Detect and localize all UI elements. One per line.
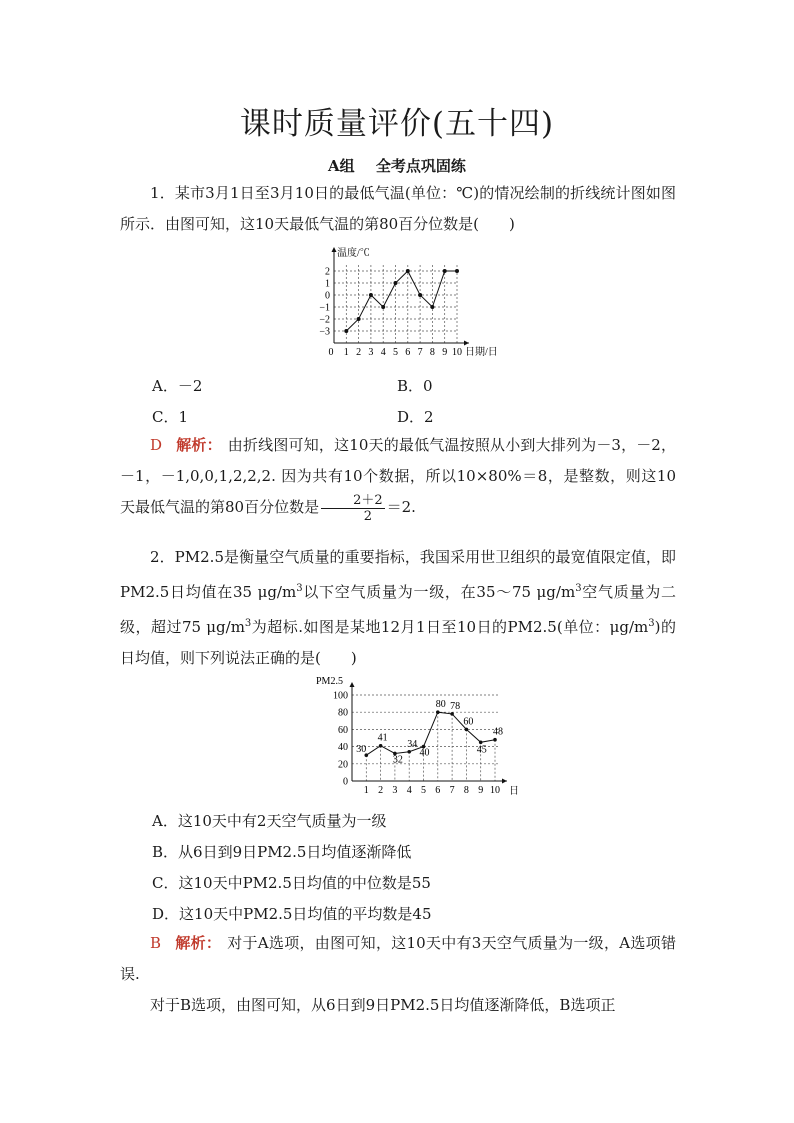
x-axis-label: 日期/日	[465, 347, 498, 358]
y-tick-label: 0	[325, 290, 330, 302]
q2-stem-part: 2．PM2.5是衡量空气质量的重要指标，我国采用世卫组织的最宽值限定值，即PM2.5日均值在35 μg/m	[120, 548, 676, 601]
data-point	[394, 281, 398, 285]
q2-option-b: B．从6日到9日PM2.5日均值逐渐降低	[152, 843, 412, 861]
q2-analysis	[120, 928, 676, 990]
q2-option-a: A．这10天中有2天空气质量为一级	[152, 812, 387, 830]
data-label: 48	[493, 726, 503, 738]
y-tick-label: 2	[325, 266, 330, 278]
superscript: 3	[575, 583, 582, 594]
data-point	[344, 329, 348, 333]
data-point	[369, 293, 373, 297]
y-tick-label: −2	[319, 314, 330, 326]
data-label: 41	[377, 732, 388, 744]
data-point	[418, 293, 422, 297]
pm25-chart	[310, 672, 520, 800]
data-point	[465, 728, 469, 732]
data-label: 78	[450, 700, 461, 712]
question-1-stem: 1．某市3月1日至3月10日的最低气温(单位：℃)的情况绘制的折线统计图如图所示．由图可知，这10天最低气温的第80百分位数是( )	[120, 184, 676, 233]
y-tick-label: −3	[319, 326, 330, 338]
q2-analysis-continued: 对于B选项，由图可知，从6日到9日PM2.5日均值逐渐降低，B选项正	[150, 996, 616, 1014]
x-tick-label: 10	[490, 785, 500, 796]
data-label: 80	[435, 699, 446, 711]
group-label: A组	[328, 157, 355, 175]
data-point	[407, 750, 411, 754]
x-tick-label: 3	[392, 785, 398, 796]
q2-analysis-text: 对于A选项，由图可知，这10天中有3天空气质量为一级，A选项错误.	[120, 934, 676, 983]
data-point	[450, 712, 454, 716]
x-tick-label: 2	[356, 347, 362, 358]
q2-stem-part: 空气质量为二级，超过75 μg/m	[120, 583, 676, 636]
x-tick-label: 8	[429, 347, 435, 358]
temperature-series-line	[346, 271, 457, 331]
x-tick-label: 3	[368, 347, 374, 358]
x-tick-label: 7	[449, 785, 455, 796]
data-point	[379, 744, 383, 748]
q1-analysis-text: 由折线图可知，这10天的最低气温按照从小到大排列为－3，－2，－1，－1,0,0,1,2,2,2. 因为共有10个数据，所以10×80%＝8，是整数，则这10天最低气温的第80百分位数是	[120, 436, 676, 516]
data-point	[493, 738, 497, 742]
data-label: 40	[419, 747, 430, 759]
x-tick-label: 9	[442, 347, 448, 358]
x-tick-label: 9	[478, 785, 484, 796]
q1-option-d: D．2	[397, 408, 434, 426]
y-tick-label: 80	[338, 707, 348, 719]
q1-answer: D	[150, 436, 163, 454]
page-title: 课时质量评价(五十四)	[239, 106, 555, 142]
question-2-stem	[120, 542, 676, 674]
x-tick-label: 5	[393, 347, 398, 358]
y-tick-label: 60	[338, 724, 348, 736]
data-point	[436, 710, 440, 714]
group-heading	[0, 155, 794, 176]
superscript: 3	[648, 618, 655, 629]
group-name: 全考点巩固练	[375, 157, 466, 175]
y-tick-label: 40	[338, 742, 348, 754]
q1-analysis-tail: ＝2.	[386, 498, 416, 516]
x-tick-label: 1	[363, 785, 369, 796]
x-tick-label: 4	[406, 785, 412, 796]
x-axis-label: 日	[509, 786, 519, 797]
q1-analysis	[120, 430, 676, 524]
x-tick-label: 10	[452, 347, 462, 358]
data-point	[455, 269, 459, 273]
data-point	[443, 269, 447, 273]
y-tick-label: 0	[343, 776, 348, 788]
temperature-chart	[310, 243, 510, 365]
x-tick-label: 1	[343, 347, 349, 358]
q1-analysis-label: 解析：	[176, 436, 222, 454]
x-tick-label: 6	[405, 347, 411, 358]
x-tick-label: 8	[463, 785, 469, 796]
q1-option-a: A．－2	[152, 377, 203, 395]
x-tick-label: 5	[421, 785, 426, 796]
data-label: 30	[356, 744, 367, 756]
q2-stem-part: )的日均值，则下列说法正确的是( )	[120, 618, 676, 667]
data-point	[430, 305, 434, 309]
data-label: 32	[392, 754, 403, 766]
q2-stem-part: 为超标.如图是某地12月1日至10日的PM2.5(单位：μg/m	[251, 618, 649, 636]
x-tick-label: 4	[380, 347, 386, 358]
data-label: 34	[407, 738, 418, 750]
q2-stem-part: 以下空气质量为一级，在35～75 μg/m	[302, 583, 576, 601]
q2-analysis-label: 解析：	[175, 934, 222, 952]
y-axis-label: PM2.5	[316, 676, 343, 687]
y-tick-label: 20	[338, 759, 348, 771]
superscript: 3	[296, 583, 303, 594]
fraction-denominator: 2	[363, 508, 372, 524]
y-axis-label: 温度/℃	[337, 248, 370, 259]
x-axis-arrow	[502, 779, 507, 784]
q1-fraction	[321, 493, 385, 524]
y-axis-arrow	[332, 247, 337, 252]
q1-option-c: C．1	[152, 408, 189, 426]
data-point	[381, 305, 385, 309]
x-tick-label: 2	[378, 785, 384, 796]
x-tick-label: 6	[435, 785, 441, 796]
x-axis-arrow	[464, 341, 469, 346]
y-tick-label: 100	[333, 690, 348, 702]
q2-option-d: D．这10天中PM2.5日均值的平均数是45	[152, 905, 432, 923]
data-point	[406, 269, 410, 273]
fraction-numerator: 2＋2	[321, 493, 385, 509]
data-label: 60	[463, 716, 474, 728]
x-tick-label: 0	[328, 347, 334, 358]
data-point	[357, 317, 361, 321]
q2-option-c: C．这10天中PM2.5日均值的中位数是55	[152, 874, 431, 892]
data-label: 45	[476, 744, 487, 756]
y-tick-label: −1	[319, 302, 330, 314]
superscript: 3	[244, 618, 252, 629]
q2-answer: B	[150, 934, 162, 952]
x-tick-label: 7	[417, 347, 423, 358]
y-axis-arrow	[350, 682, 355, 687]
q1-option-b: B．0	[397, 377, 433, 395]
y-tick-label: 1	[325, 278, 330, 290]
